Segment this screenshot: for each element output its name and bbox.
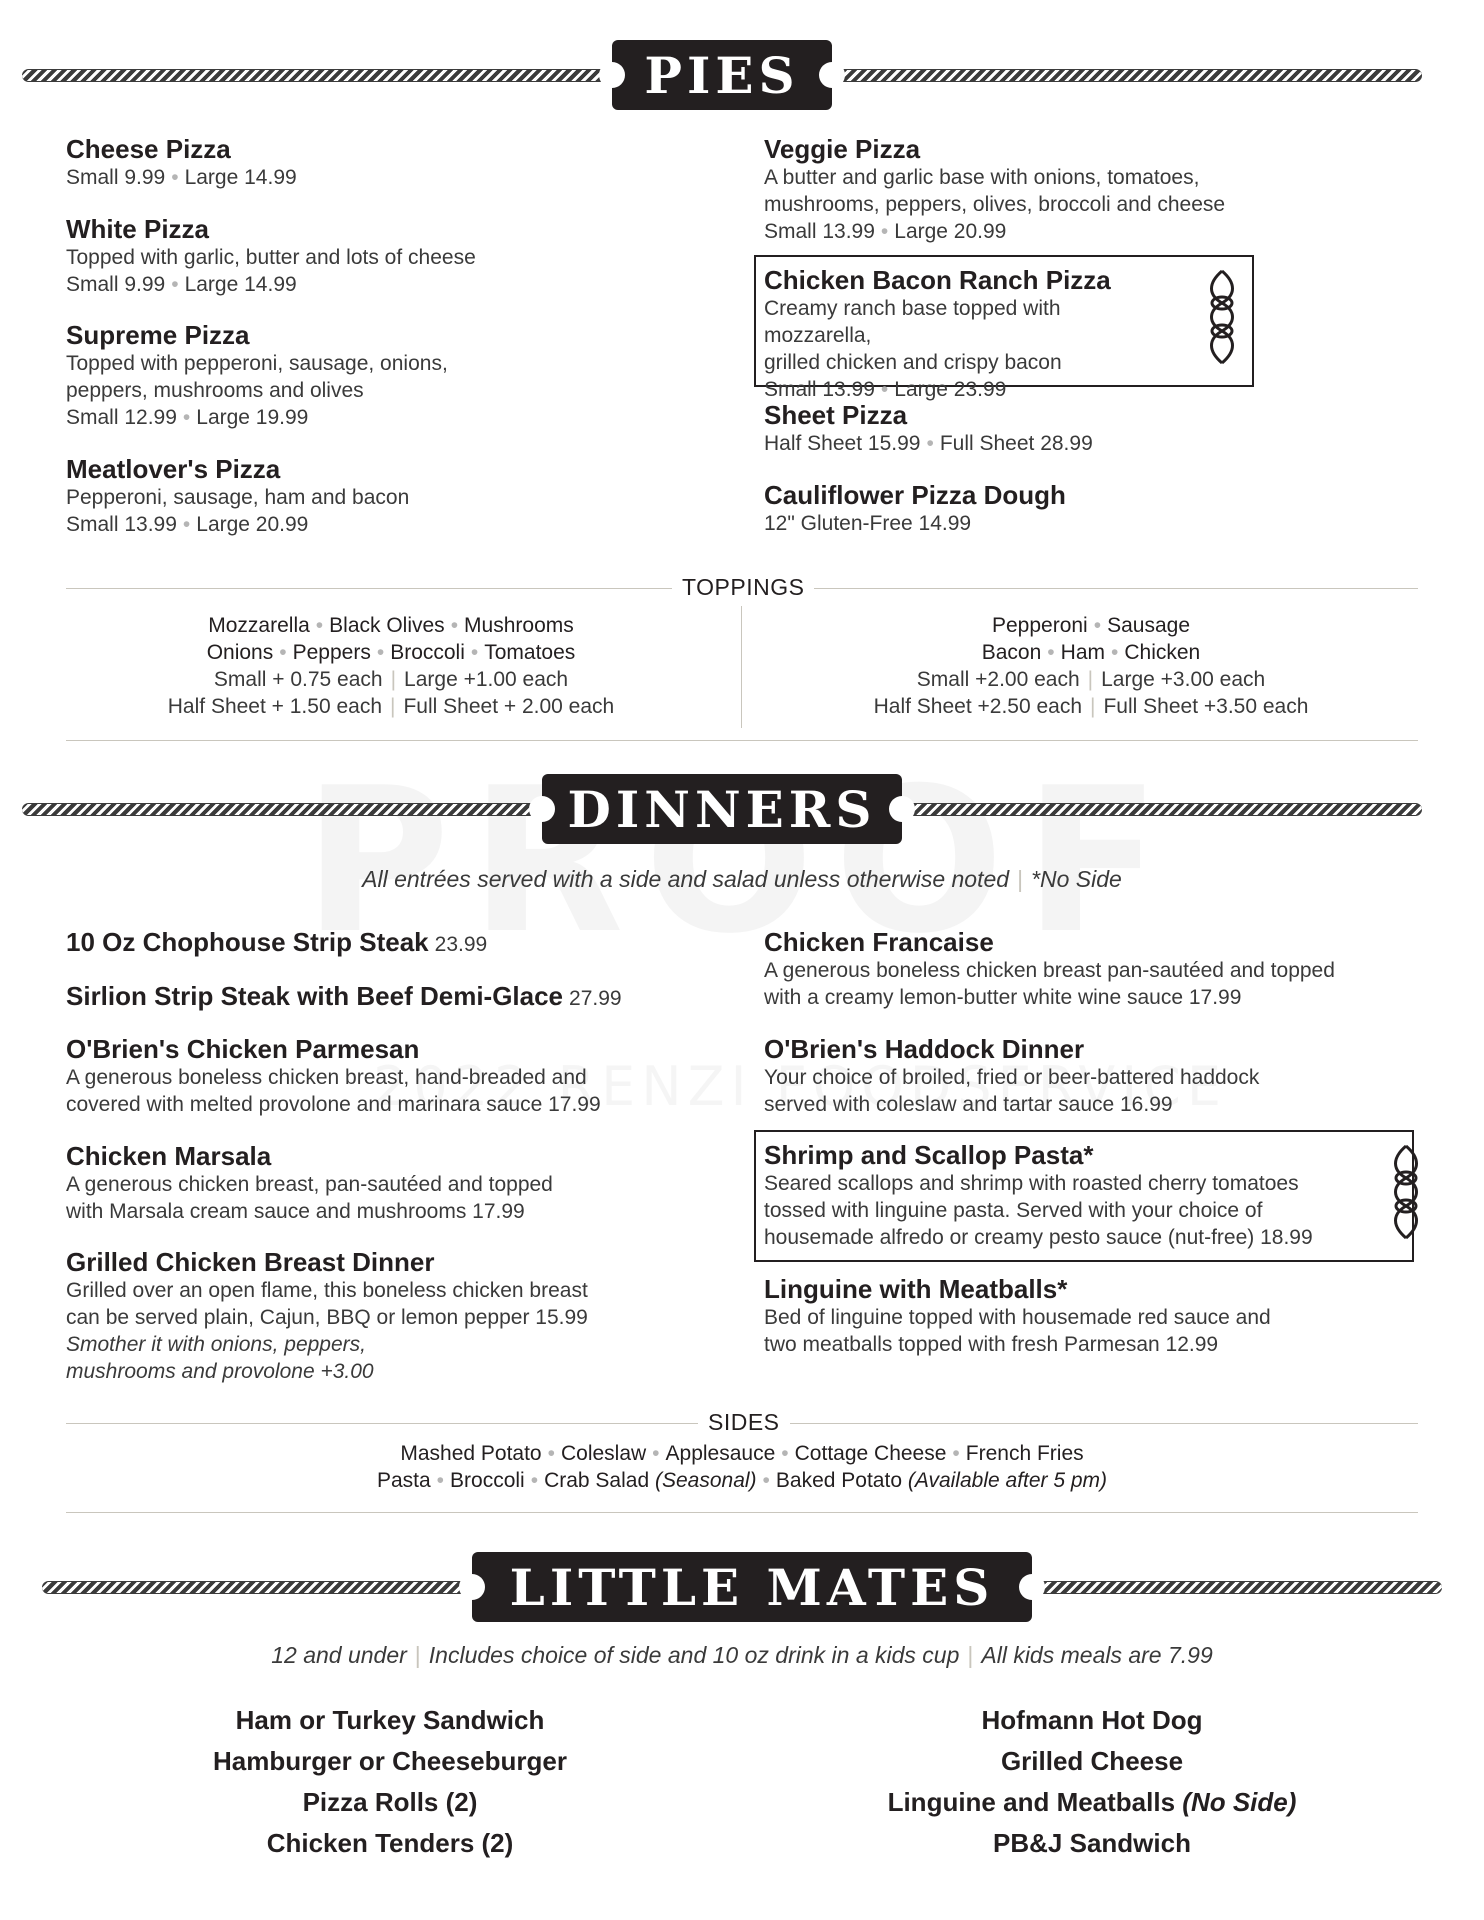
menu-item-white-pizza bbox=[66, 214, 476, 298]
item-description: A generous boneless chicken breast, hand-breaded and bbox=[66, 1066, 587, 1089]
item-name: Veggie Pizza bbox=[764, 134, 921, 164]
item-name: Grilled Chicken Breast Dinner bbox=[66, 1247, 435, 1277]
item-description: A generous boneless chicken breast pan-sautéed and topped bbox=[764, 959, 1335, 982]
item-description: two meatballs topped with fresh Parmesan 12.99 bbox=[764, 1333, 1219, 1356]
item-description: with Marsala cream sauce and mushrooms 17.99 bbox=[66, 1200, 525, 1223]
item-prices: Small 12.99 • Large 19.99 bbox=[66, 406, 309, 429]
toppings-price-row: Small +2.00 each | Large +3.00 each bbox=[916, 668, 1266, 691]
item-prices: Small 13.99 • Large 20.99 bbox=[764, 220, 1007, 243]
sides-row: Mashed Potato • Coleslaw • Applesauce • Cottage Cheese • French Fries bbox=[400, 1442, 1084, 1465]
menu-item-chicken-bacon-ranch-pizza bbox=[754, 255, 1254, 401]
sides-heading: SIDES bbox=[698, 1409, 790, 1436]
kids-item: Grilled Cheese bbox=[1000, 1746, 1184, 1776]
menu-item-chicken-marsala bbox=[66, 1141, 553, 1225]
toppings-divider bbox=[741, 606, 742, 728]
rope-knot-icon bbox=[1386, 1144, 1426, 1240]
dinners-header bbox=[22, 774, 1422, 844]
item-description: Pepperoni, sausage, ham and bacon bbox=[66, 486, 410, 509]
toppings-row: Pepperoni • Sausage bbox=[991, 614, 1190, 637]
menu-item-sirlion-strip-steak bbox=[66, 981, 622, 1014]
toppings-heading: TOPPINGS bbox=[672, 574, 814, 601]
item-description: Your choice of broiled, fried or beer-battered haddock bbox=[764, 1066, 1260, 1089]
item-name: Cauliflower Pizza Dough bbox=[764, 480, 1066, 510]
item-description: housemade alfredo or creamy pesto sauce (nut-free) 18.99 bbox=[764, 1226, 1313, 1249]
item-name: White Pizza bbox=[66, 214, 210, 244]
item-name: Sheet Pizza bbox=[764, 400, 908, 430]
little-mates-header bbox=[22, 1552, 1422, 1622]
item-name: Sirlion Strip Steak with Beef Demi-Glace 27.99 bbox=[66, 981, 622, 1011]
rope-right bbox=[1012, 1581, 1442, 1594]
item-prices: Half Sheet 15.99 • Full Sheet 28.99 bbox=[764, 432, 1093, 455]
item-name: Chicken Marsala bbox=[66, 1141, 272, 1171]
item-name: O'Brien's Haddock Dinner bbox=[764, 1034, 1085, 1064]
toppings-price-row: Small + 0.75 each | Large +1.00 each bbox=[213, 668, 569, 691]
rope-left bbox=[22, 69, 622, 82]
kids-item: Hofmann Hot Dog bbox=[981, 1705, 1203, 1735]
item-description: can be served plain, Cajun, BBQ or lemon pepper 15.99 bbox=[66, 1306, 588, 1329]
item-name: Meatlover's Pizza bbox=[66, 454, 281, 484]
item-price: 27.99 bbox=[569, 987, 622, 1010]
item-description: grilled chicken and crispy bacon bbox=[764, 351, 1062, 374]
item-name: 10 Oz Chophouse Strip Steak 23.99 bbox=[66, 927, 488, 957]
item-description: mushrooms, peppers, olives, broccoli and cheese bbox=[764, 193, 1226, 216]
sides-row: Pasta • Broccoli • Crab Salad (Seasonal) • Baked Potato (Available after 5 pm) bbox=[376, 1469, 1108, 1492]
pies-banner: PIES bbox=[612, 40, 832, 110]
item-name: Shrimp and Scallop Pasta* bbox=[764, 1140, 1094, 1170]
little-mates-note: 12 and under | Includes choice of side and 10 oz drink in a kids cup | All kids meals are 7.99 bbox=[271, 1642, 1213, 1668]
kids-item: Pizza Rolls (2) bbox=[302, 1787, 478, 1817]
item-prices: Small 9.99 • Large 14.99 bbox=[66, 166, 297, 189]
rope-right bbox=[892, 803, 1422, 816]
item-prices: Small 13.99 • Large 20.99 bbox=[66, 513, 309, 536]
kids-menu-right bbox=[792, 1700, 1392, 1864]
item-description: Grilled over an open flame, this boneless chicken breast bbox=[66, 1279, 588, 1302]
item-addon: Smother it with onions, peppers, bbox=[66, 1333, 366, 1356]
sides-list bbox=[66, 1440, 1418, 1494]
item-prices: Small 13.99 • Large 23.99 bbox=[764, 378, 1007, 401]
toppings-row: Bacon • Ham • Chicken bbox=[981, 641, 1201, 664]
sides-rule-bottom bbox=[66, 1512, 1418, 1513]
toppings-left bbox=[66, 612, 716, 720]
item-name: Supreme Pizza bbox=[66, 320, 250, 350]
item-price: 23.99 bbox=[434, 933, 488, 956]
item-prices: Small 9.99 • Large 14.99 bbox=[66, 273, 297, 296]
item-description: 12" Gluten-Free 14.99 bbox=[764, 512, 972, 535]
menu-item-veggie-pizza bbox=[764, 134, 1225, 245]
item-name: Cheese Pizza bbox=[66, 134, 231, 164]
menu-item-chicken-parmesan bbox=[66, 1034, 601, 1118]
kids-menu-left bbox=[90, 1700, 690, 1864]
menu-item-shrimp-scallop-pasta bbox=[754, 1130, 1414, 1262]
item-name: O'Brien's Chicken Parmesan bbox=[66, 1034, 420, 1064]
kids-item: Hamburger or Cheeseburger bbox=[213, 1746, 567, 1776]
rope-left bbox=[42, 1581, 502, 1594]
menu-item-cheese-pizza bbox=[66, 134, 297, 191]
toppings-price-row: Half Sheet +2.50 each | Full Sheet +3.50 each bbox=[873, 695, 1309, 718]
little-mates-banner: LITTLE MATES bbox=[472, 1552, 1032, 1622]
menu-item-supreme-pizza bbox=[66, 320, 448, 431]
kids-item: Ham or Turkey Sandwich bbox=[235, 1705, 545, 1735]
item-description: Topped with pepperoni, sausage, onions, bbox=[66, 352, 448, 375]
item-description: peppers, mushrooms and olives bbox=[66, 379, 364, 402]
menu-item-sheet-pizza bbox=[764, 400, 1093, 457]
item-name: Linguine with Meatballs* bbox=[764, 1274, 1068, 1304]
item-description: Bed of linguine topped with housemade red sauce and bbox=[764, 1306, 1271, 1329]
kids-item: Linguine and Meatballs (No Side) bbox=[887, 1787, 1297, 1817]
menu-item-chophouse-strip-steak bbox=[66, 927, 487, 960]
rope-knot-icon bbox=[1202, 269, 1242, 365]
menu-item-cauliflower-pizza-dough bbox=[764, 480, 1066, 537]
kids-item: Chicken Tenders (2) bbox=[266, 1828, 514, 1858]
item-description: covered with melted provolone and marinara sauce 17.99 bbox=[66, 1093, 601, 1116]
item-description: with a creamy lemon-butter white wine sauce 17.99 bbox=[764, 986, 1242, 1009]
kids-item: PB&J Sandwich bbox=[993, 1828, 1191, 1858]
item-name: Chicken Francaise bbox=[764, 927, 994, 957]
toppings-rule-bottom bbox=[66, 740, 1418, 741]
item-description: Topped with garlic, butter and lots of cheese bbox=[66, 246, 476, 269]
toppings-price-row: Half Sheet + 1.50 each | Full Sheet + 2.00 each bbox=[167, 695, 615, 718]
rope-right bbox=[822, 69, 1422, 82]
menu-item-grilled-chicken-breast bbox=[66, 1247, 588, 1385]
item-description: tossed with linguine pasta. Served with your choice of bbox=[764, 1199, 1263, 1222]
menu-item-haddock-dinner bbox=[764, 1034, 1259, 1118]
menu-item-linguine-meatballs bbox=[764, 1274, 1271, 1358]
item-description: Creamy ranch base topped with mozzarella, bbox=[764, 297, 1061, 347]
pies-header bbox=[22, 40, 1422, 110]
dinners-note: All entrées served with a side and salad unless otherwise noted | *No Side bbox=[362, 866, 1122, 892]
dinners-banner: DINNERS bbox=[542, 774, 902, 844]
toppings-right bbox=[766, 612, 1416, 720]
rope-left bbox=[22, 803, 552, 816]
item-addon: mushrooms and provolone +3.00 bbox=[66, 1360, 374, 1383]
item-name: Chicken Bacon Ranch Pizza bbox=[764, 265, 1111, 295]
item-description: served with coleslaw and tartar sauce 16.99 bbox=[764, 1093, 1173, 1116]
menu-item-meatlovers-pizza bbox=[66, 454, 409, 538]
item-description: A butter and garlic base with onions, tomatoes, bbox=[764, 166, 1200, 189]
item-description: A generous chicken breast, pan-sautéed and topped bbox=[66, 1173, 553, 1196]
toppings-row: Mozzarella • Black Olives • Mushrooms bbox=[208, 614, 574, 637]
menu-item-chicken-francaise bbox=[764, 927, 1335, 1011]
toppings-row: Onions • Peppers • Broccoli • Tomatoes bbox=[206, 641, 576, 664]
item-description: Seared scallops and shrimp with roasted cherry tomatoes bbox=[764, 1172, 1299, 1195]
